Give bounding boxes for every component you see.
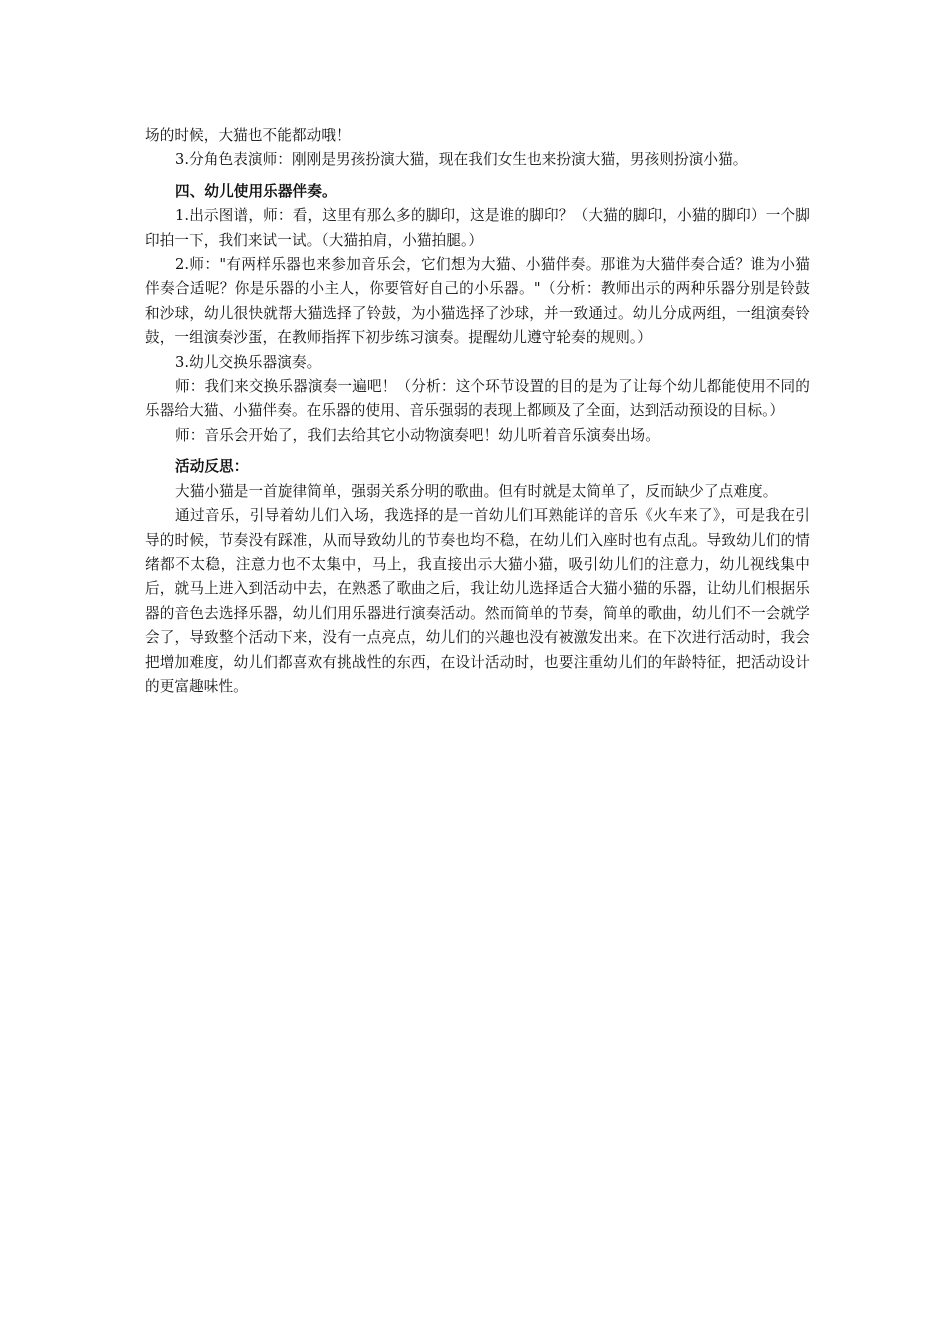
paragraph-concert: 师：音乐会开始了，我们去给其它小动物演奏吧！幼儿听着音乐演奏出场。 xyxy=(175,426,660,444)
paragraph-role-play: 3.分角色表演师：刚刚是男孩扮演大猫，现在我们女生也来扮演大猫，男孩则扮演小猫。 xyxy=(175,151,748,169)
paragraph-step-2: 2.师："有两样乐器也来参加音乐会，它们想为大猫、小猫伴奏。那谁为大猫伴奏合适？谁为小猫伴奏合适呢？你是乐器的小主人，你要管好自己的小乐器。"（分析：教师出示的两种乐器分别是铃鼓和沙球，幼儿很快就帮大猫选择了铃鼓，为小猫选择了沙球，并一致通过。幼儿分成两组，一组演奏铃鼓，一组演奏沙蛋，在教师指挥下初步练习演奏。提醒幼儿遵守轮奏的规则。） xyxy=(145,256,810,347)
document-body xyxy=(145,124,810,699)
paragraph-continuation: 场的时候，大猫也不能都动哦！ xyxy=(145,127,351,144)
paragraph-step-3: 3.幼儿交换乐器演奏。 xyxy=(175,353,322,371)
paragraph-exchange: 师：我们来交换乐器演奏一遍吧！（分析：这个环节设置的目的是为了让每个幼儿都能使用不同的乐器给大猫、小猫伴奏。在乐器的使用、音乐强弱的表现上都顾及了全面，达到活动预设的目标。） xyxy=(145,378,810,420)
paragraph-reflection-2: 通过音乐，引导着幼儿们入场，我选择的是一首幼儿们耳熟能详的音乐《火车来了》，可是我在引导的时候，节奏没有踩准，从而导致幼儿的节奏也均不稳，在幼儿们入座时也有点乱。导致幼儿们的情绪都不太稳，注意力也不太集中，马上，我直接出示大猫小猫，吸引幼儿们的注意力，幼儿视线集中后，就马上进入到活动中去，在熟悉了歌曲之后，我让幼儿选择适合大猫小猫的乐器，让幼儿们根据乐器的音色去选择乐器，幼儿们用乐器进行演奏活动。然而简单的节奏，简单的歌曲，幼儿们不一会就学会了，导致整个活动下来，没有一点亮点，幼儿们的兴趣也没有被激发出来。在下次进行活动时，我会把增加难度，幼儿们都喜欢有挑战性的东西，在设计活动时，也要注重幼儿们的年龄特征，把活动设计的更富趣味性。 xyxy=(145,507,810,695)
paragraph-reflection-1: 大猫小猫是一首旋律简单，强弱关系分明的歌曲。但有时就是太简单了，反而缺少了点难度。 xyxy=(175,482,778,500)
paragraph-step-1: 1.出示图谱，师：看，这里有那么多的脚印，这是谁的脚印？（大猫的脚印，小猫的脚印）一个脚印拍一下，我们来试一试。（大猫拍肩，小猫拍腿。） xyxy=(145,207,810,249)
section-heading-instruments: 四、幼儿使用乐器伴奏。 xyxy=(175,182,337,200)
section-heading-reflection: 活动反思： xyxy=(175,458,249,476)
